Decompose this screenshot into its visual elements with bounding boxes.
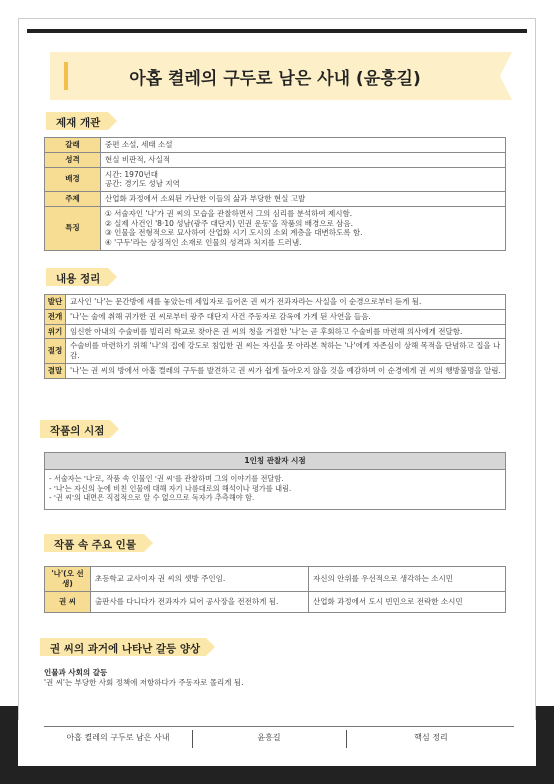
summary-row [45, 309, 506, 324]
summary-row [45, 339, 506, 364]
top-rule [27, 29, 527, 33]
overview-line: 중편 소설, 세태 소설 [105, 140, 173, 149]
summary-row [45, 295, 506, 310]
overview-row [45, 192, 506, 207]
character-row [45, 567, 506, 592]
character-trait: 산업화 과정에서 도시 빈민으로 전락한 소시민 [309, 591, 506, 612]
character-name: 권 씨 [45, 591, 91, 612]
overview-line: 공간: 경기도 성남 지역 [105, 179, 180, 189]
conflict-heading: 인물과 사회의 갈등 [44, 668, 108, 677]
viewpoint-body [44, 470, 506, 510]
character-desc: 초등학교 교사이자 권 씨의 셋방 주인임. [91, 567, 309, 592]
footer-tag: 핵심 정리 [414, 733, 448, 742]
footer-separator [192, 730, 193, 748]
section-conflict-title: 권 씨의 과거에 나타난 갈등 양상 [50, 643, 201, 655]
page-title: 아홉 켤레의 구두로 남은 사내 (윤흥길) [129, 69, 421, 89]
section-characters-title: 작품 속 주요 인물 [54, 539, 136, 551]
overview-row [45, 152, 506, 167]
overview-line: 현실 비판적, 사실적 [105, 154, 171, 164]
footer-separator [346, 730, 347, 748]
overview-label: 주제 [45, 192, 101, 207]
footer [18, 720, 536, 766]
characters-table [44, 566, 506, 613]
summary-label: 발단 [45, 295, 66, 310]
character-trait: 자신의 안위를 우선적으로 생각하는 소시민 [309, 567, 506, 592]
footer-rule [44, 726, 514, 727]
overview-row [45, 167, 506, 192]
overview-value [101, 152, 506, 167]
overview-row [45, 206, 506, 250]
overview-line: ① 서술자인 '나'가 권 씨의 모습을 관찰하면서 그의 심리를 분석하여 제시함. [105, 208, 353, 218]
overview-label: 갈래 [45, 138, 101, 153]
viewpoint-line: - 서술자는 '나'로, 작품 속 인물인 '권 씨'를 관찰하며 그의 이야기를 전달함. [49, 474, 284, 483]
overview-value [101, 192, 506, 207]
overview-table [44, 137, 506, 251]
overview-line: 시간: 1970년대 [105, 169, 158, 179]
viewpoint-line: - '권 씨'의 내면은 직접적으로 알 수 없으므로 독자가 추측해야 함. [49, 493, 255, 503]
summary-row [45, 324, 506, 339]
character-desc: 출판사를 다니다가 전과자가 되어 공사장을 전전하게 됨. [91, 591, 309, 612]
conflict-block [44, 668, 243, 688]
overview-label: 배경 [45, 167, 101, 192]
summary-label: 결말 [45, 363, 66, 378]
footer-author: 윤흥길 [257, 733, 281, 742]
overview-value [101, 206, 506, 250]
summary-value: 수술비를 마련하기 위해 '나'의 집에 강도로 침입한 권 씨는 자신을 못 아라본 척하는 '나'에게 자존심이 상해 목적을 단념하고 집을 나감. [66, 339, 506, 364]
section-overview-title: 제재 개관 [56, 117, 101, 129]
conflict-text: '권 씨'는 부당한 사회 정책에 저항하다가 주동자로 몰리게 됨. [44, 678, 244, 688]
summary-label: 위기 [45, 324, 66, 339]
summary-label: 전개 [45, 309, 66, 324]
overview-line: 산업화 과정에서 소외된 가난한 이들의 삶과 부당한 현실 고발 [105, 194, 306, 203]
banner-fold [500, 52, 512, 100]
summary-table [44, 294, 506, 379]
overview-line: ④ '구두'라는 상징적인 소재로 인물의 성격과 처지를 드러냄. [105, 238, 302, 247]
overview-value [101, 167, 506, 192]
title-banner [50, 52, 500, 100]
summary-value: 임신한 아내의 수술비를 빌리러 학교로 찾아온 권 씨의 청을 거절한 '나'는 곧 후회하고 수술비를 마련해 의사에게 전달함. [66, 324, 506, 339]
overview-label: 성격 [45, 152, 101, 167]
summary-value: 교사인 '나'는 문간방에 세를 놓았는데 세입자로 들어온 권 씨가 전과자라는 사실을 이 순경으로부터 듣게 됨. [66, 295, 506, 310]
overview-line: ② 실제 사건인 '8·10 성남(광주 대단지) 민권 운동'을 작품의 배경으로 삼음. [105, 218, 353, 228]
section-viewpoint-title: 작품의 시점 [50, 425, 105, 437]
viewpoint-line: - '나'는 자신의 눈에 비친 인물에 대해 자기 나름대로의 해석이나 평가를 내림. [49, 483, 292, 493]
overview-value [101, 138, 506, 153]
summary-value: '나'는 권 씨의 방에서 아홉 켤레의 구두를 발견하고 권 씨가 쉽게 돌아오지 않을 것을 예감하며 이 순경에게 권 씨의 행방불명을 알림. [66, 363, 506, 378]
summary-label: 절정 [45, 339, 66, 364]
footer-work-title: 아홉 켤레의 구두로 남은 사내 [66, 733, 170, 742]
overview-label: 특징 [45, 206, 101, 250]
section-summary-title: 내용 정리 [56, 273, 101, 285]
summary-value: '나'는 술에 취해 귀가한 권 씨로부터 광주 대단지 사건 주동자로 감옥에 가게 된 사연을 들음. [66, 309, 506, 324]
overview-row [45, 138, 506, 153]
character-row [45, 591, 506, 612]
summary-row [45, 363, 506, 378]
viewpoint-heading: 1인칭 관찰자 시점 [44, 452, 506, 470]
overview-line: ③ 인물을 전형적으로 묘사하여 산업화 시기 도시의 소외 계층을 대변하도록 함. [105, 228, 363, 238]
character-name: '나'(오 선생) [45, 567, 91, 592]
